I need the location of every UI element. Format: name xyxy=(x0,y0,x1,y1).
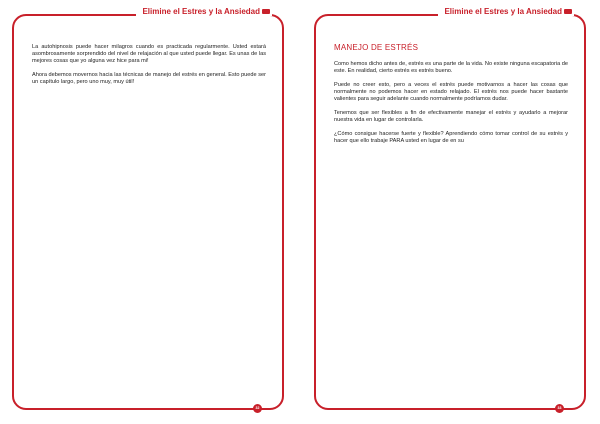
left-page xyxy=(12,7,284,410)
paragraph: Puede no creer esto, pero a veces el estrés puede motivarnos a hacer las cosas que normalmente no podemos hacer en estado relajado. El estrés nos puede hacer bastante valientes para seguir adelante cuando normalmente podríamos dudar. xyxy=(334,82,568,102)
section-title: MANEJO DE ESTRÉS xyxy=(334,43,419,52)
page-content xyxy=(334,44,568,152)
page-number: 33 xyxy=(555,404,564,413)
header-title: Elimine el Estres y la Ansiedad xyxy=(444,7,562,16)
paragraph: La autohipnosis puede hacer milagros cuando es practicada regularmente. Usted estará asombrosamente sorprendido del nivel de relajación al que usted puede llegar. Es unas de las mejores cosas que yo alguna vez hice para mi! xyxy=(32,44,266,64)
page-header xyxy=(136,7,272,16)
header-title: Elimine el Estres y la Ansiedad xyxy=(142,7,260,16)
right-page xyxy=(314,7,586,410)
page-header xyxy=(438,7,574,16)
header-accent-bar xyxy=(564,9,572,14)
paragraph: Ahora debemos movernos hacia las técnicas de manejo del estrés en general. Esto puede ser un capítulo largo, pero uno muy, muy útil! xyxy=(32,72,266,85)
paragraph: Tenemos que ser flexibles a fin de efectivamente manejar el estrés y ayudarlo a mejorar nuestra vida en lugar de controlarla. xyxy=(334,110,568,123)
paragraph: ¿Cómo consigue hacerse fuerte y flexible? Aprendiendo cómo tomar control de su estrés y hacer que ello trabaje PARA usted en lugar de en su xyxy=(334,131,568,144)
paragraph: Como hemos dicho antes de, estrés es una parte de la vida. No existe ninguna escapatoria de este. En realidad, cierto estrés es estrés bueno. xyxy=(334,61,568,74)
header-accent-bar xyxy=(262,9,270,14)
page-number: 32 xyxy=(253,404,262,413)
page-content xyxy=(32,44,266,93)
